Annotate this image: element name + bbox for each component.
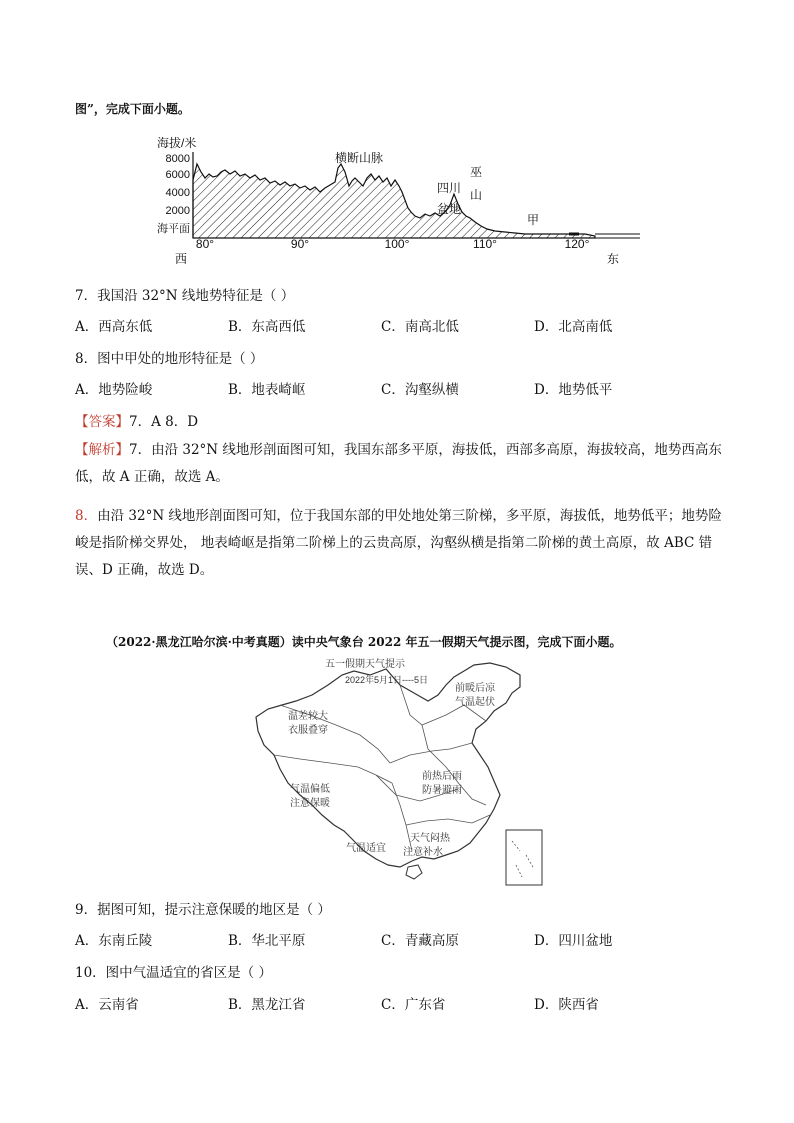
q8-option-a[interactable]: A．地势险峻 bbox=[75, 382, 153, 398]
q9-option-a[interactable]: A．东南丘陵 bbox=[75, 933, 153, 949]
q10-option-a[interactable]: A．云南省 bbox=[75, 997, 139, 1013]
map-title: 五一假期天气提示 bbox=[325, 659, 405, 670]
analysis-p2: 由沿 32°N 线地形剖面图可知，位于我国东部的甲处地处第三阶梯，多平原，海拔低，地势低平；地势险峻是指阶梯交界处， 地表崎岖是指第二阶梯上的云贵高原，沟壑纵横是指第二阶梯的黄土高原，故 ABC 错误、D 正确，故选 D。 bbox=[75, 508, 722, 578]
sichuan-label-top: 四川 bbox=[437, 181, 462, 195]
wushan-label-wu: 巫 bbox=[470, 165, 483, 179]
profile-xtick: 90° bbox=[290, 237, 310, 251]
q9-option-d[interactable]: D．四川盆地 bbox=[534, 933, 613, 949]
q10-option-b[interactable]: B．黑龙江省 bbox=[228, 997, 306, 1013]
south-china-sea-inset bbox=[506, 830, 542, 885]
terrain-profile-figure bbox=[145, 130, 645, 270]
q8-option-b[interactable]: B．地表崎岖 bbox=[228, 382, 306, 398]
analysis-p1: 7．由沿 32°N 线地形剖面图可知，我国东部多平原，海拔低，西部多高原，海拔较高，地势西高东低，故 A 正确，故选 A。 bbox=[75, 442, 722, 485]
profile-xtick: 120° bbox=[564, 237, 590, 251]
q9-option-b[interactable]: B．华北平原 bbox=[228, 933, 306, 949]
jia-label: 甲 bbox=[527, 213, 540, 227]
map-label-northeast-1: 前暖后凉 bbox=[455, 683, 495, 694]
profile-ytick: 6000 bbox=[165, 169, 190, 181]
answer-line bbox=[75, 410, 198, 430]
profile-xtick: 100° bbox=[384, 237, 410, 251]
map-label-south-1: 天气闷热 bbox=[410, 833, 450, 844]
q10-option-d[interactable]: D．陕西省 bbox=[534, 997, 599, 1013]
q7-option-b[interactable]: B．东高西低 bbox=[228, 319, 306, 335]
q7-stem: 7．我国沿 32°N 线地势特征是（ ） bbox=[75, 288, 295, 304]
hengduan-label: 横断山脉 bbox=[335, 151, 384, 165]
map-label-yunnan: 气温适宜 bbox=[346, 843, 386, 854]
profile-west-label: 西 bbox=[175, 252, 188, 266]
q7-option-d[interactable]: D．北高南低 bbox=[534, 319, 613, 335]
map-label-tibet-1: 温差较大 bbox=[288, 711, 328, 722]
map-label-tibet-2: 衣服叠穿 bbox=[288, 725, 328, 736]
q10-option-c[interactable]: C．广东省 bbox=[381, 997, 446, 1013]
q8-option-c[interactable]: C．沟壑纵横 bbox=[381, 382, 459, 398]
answer-tag: 【答案】 bbox=[75, 414, 129, 430]
profile-ytick: 4000 bbox=[165, 187, 190, 199]
q7-option-c[interactable]: C．南高北低 bbox=[381, 319, 459, 335]
q10-stem: 10．图中气温适宜的省区是（ ） bbox=[75, 965, 272, 981]
analysis-tag: 【解析】 bbox=[75, 442, 129, 458]
analysis-paragraph-1 bbox=[75, 437, 725, 491]
weather-map-figure bbox=[250, 655, 550, 890]
hainan-island bbox=[406, 865, 422, 879]
intro-line: 图”，完成下面小题。 bbox=[75, 102, 190, 116]
profile-ytick: 8000 bbox=[165, 153, 190, 165]
source-line: （2022·黑龙江哈尔滨·中考真题）读中央气象台 2022 年五一假期天气提示图，完成下面小题。 bbox=[106, 635, 622, 649]
map-label-southwest-2: 注意保暖 bbox=[290, 798, 330, 809]
profile-xtick: 80° bbox=[195, 237, 215, 251]
map-label-northeast-2: 气温起伏 bbox=[455, 697, 495, 708]
q8-option-d[interactable]: D．地势低平 bbox=[534, 382, 613, 398]
map-label-central-1: 前热后雨 bbox=[422, 771, 462, 782]
analysis-paragraph-2 bbox=[75, 503, 725, 584]
profile-xtick: 110° bbox=[473, 237, 497, 251]
q7-option-a[interactable]: A．西高东低 bbox=[75, 319, 153, 335]
wushan-label-shan: 山 bbox=[470, 188, 483, 202]
jia-marker bbox=[569, 233, 579, 236]
answer-text: 7．A 8．D bbox=[129, 414, 199, 430]
analysis-p2-num: 8． bbox=[75, 508, 98, 524]
map-label-central-2: 防暑避雨 bbox=[422, 785, 462, 796]
map-label-southwest-1: 气温偏低 bbox=[290, 784, 330, 795]
q9-option-c[interactable]: C．青藏高原 bbox=[381, 933, 459, 949]
sichuan-label-bottom: 盆地 bbox=[437, 202, 462, 216]
map-label-south-2: 注意补水 bbox=[403, 847, 443, 858]
map-date: 2022年5月1日----5日 bbox=[345, 675, 429, 685]
profile-ytick: 海平面 bbox=[157, 223, 190, 235]
profile-east-label: 东 bbox=[607, 252, 620, 266]
profile-ylabel: 海拔/米 bbox=[157, 136, 197, 150]
profile-ytick: 2000 bbox=[165, 205, 190, 217]
q9-stem: 9．据图可知，提示注意保暖的地区是（ ） bbox=[75, 902, 331, 918]
q8-stem: 8．图中甲处的地形特征是（ ） bbox=[75, 351, 264, 367]
